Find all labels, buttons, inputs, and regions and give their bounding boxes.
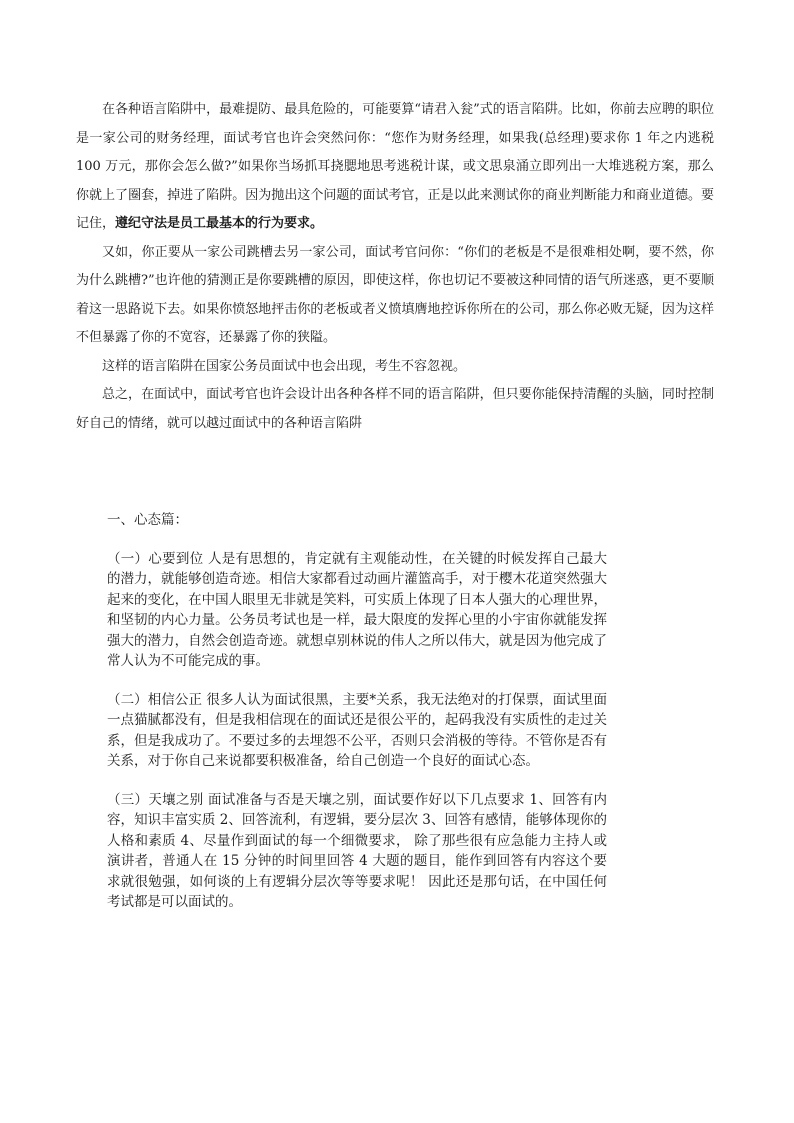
language-trap-section (76, 96, 714, 438)
mindset-paragraph-2: （二）相信公正 很多人认为面试很黑，主要*关系，我无法绝对的打保票，面试里面一点猫腻都没有，但是我相信现在的面试还是很公平的，起码我没有实质性的走过关系，但是我成功了。不要过多的去埋怨不公平，否则只会消极的等待。不管你是否有关系，对于你自己来说都要积极准备，给自己创造一个良好的面试心态。 (107, 691, 607, 769)
section-heading: 一、心态篇： (107, 512, 188, 528)
paragraph-1-text: 在各种语言陷阱中，最难提防、最具危险的，可能要算“请君入瓮”式的语言陷阱。比如，你前去应聘的职位是一家公司的财务经理，面试考官也许会突然问你：“您作为财务经理，如果我(总经理)要求你 1 年之内逃税 100 万元，那你会怎么做?”如果你当场抓耳挠腮地思考逃税计谋，或文思泉涌立即列出一大堆逃税方案，那么你就上了圈套，掉进了陷阱。因为抛出这个问题的面试考官，正是以此来测试你的商业判断能力和商业道德。要记住， (76, 102, 714, 231)
mindset-section (107, 510, 607, 931)
paragraph-1 (76, 96, 714, 239)
paragraph-3: 这样的语言陷阱在国家公务员面试中也会出现，考生不容忽视。 (102, 358, 467, 374)
paragraph-2: 又如，你正要从一家公司跳槽去另一家公司，面试考官问你：“你们的老板是不是很难相处啊，要不然，你为什么跳槽?”也许他的猜测正是你要跳槽的原因，即使这样，你也切记不要被这种同情的语气所迷惑，更不要顺着这一思路说下去。如果你愤怒地抨击你的老板或者义愤填膺地控诉你所在的公司，那么你必败无疑，因为这样不但暴露了你的不宽容，还暴露了你的狭隘。 (76, 244, 714, 345)
mindset-paragraph-1: （一）心要到位 人是有思想的，肯定就有主观能动性，在关键的时候发挥自己最大的潜力，就能够创造奇迹。相信大家都看过动画片灌篮高手，对于樱木花道突然强大起来的变化，在中国人眼里无非就是笑料，可实质上体现了日本人强大的心理世界，和坚韧的内心力量。公务员考试也是一样，最大限度的发挥心里的小宇宙你就能发挥强大的潜力，自然会创造奇迹。就想卓别林说的伟人之所以伟大，就是因为他完成了常人认为不可能完成的事。 (107, 550, 607, 669)
mindset-paragraph-3: （三）天壤之别 面试准备与否是天壤之别，面试要作好以下几点要求 1、回答有内容，知识丰富实质 2、回答流利，有逻辑，要分层次 3、回答有感情，能够体现你的人格和素质 4、尽量作到面试的每一个细微要求， 除了那些很有应急能力主持人或演讲者，普通人在 15 分钟的时间里回答 4 大题的题目，能作到回答有内容这个要求就很勉强，如何谈的上有逻辑分层次等等要求呢！ 因此还是那句话，在中国任何考试都是可以面试的。 (107, 791, 607, 910)
paragraph-4: 总之，在面试中，面试考官也许会设计出各种各样不同的语言陷阱，但只要你能保持清醒的头脑，同时控制好自己的情绪，就可以越过面试中的各种语言陷阱 (76, 387, 714, 431)
paragraph-1-bold-text: 遵纪守法是员工最基本的行为要求。 (115, 216, 324, 231)
